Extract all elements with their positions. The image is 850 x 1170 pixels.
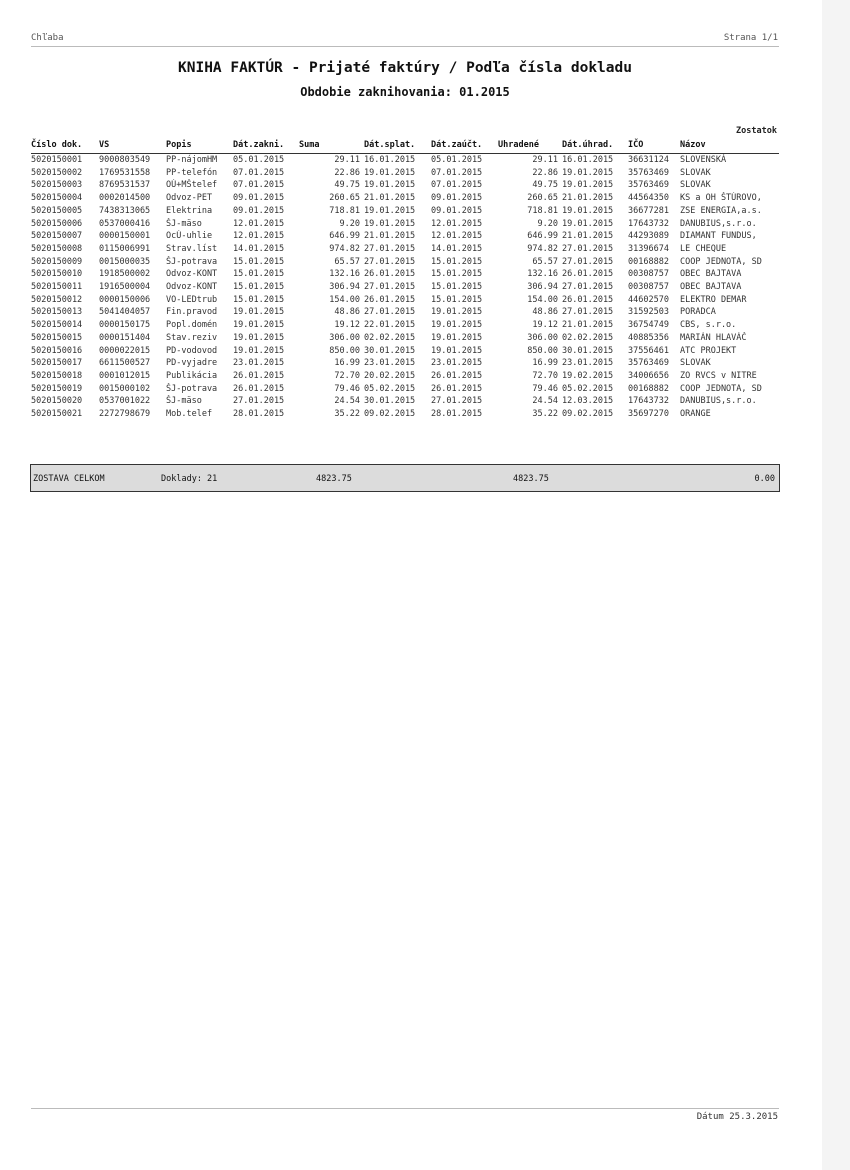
cell-dat-zakni: 15.01.2015: [233, 294, 285, 305]
cell-dat-zauct: 12.01.2015: [431, 218, 483, 229]
table-row: [31, 218, 779, 231]
cell-suma: 65.57: [334, 256, 360, 267]
cell-popis: ŠJ-potrava: [166, 383, 218, 394]
column-header-dat-zakni: Dát.zakni.: [233, 138, 299, 154]
cell-ico: 00308757: [628, 269, 669, 280]
cell-popis: Publikácia: [166, 370, 218, 381]
cell-dat-splat: 30.01.2015: [364, 345, 416, 356]
cell-cislo-dok: 5020150020: [31, 396, 83, 407]
cell-cislo-dok: 5020150019: [31, 383, 83, 394]
cell-cislo-dok: 5020150011: [31, 282, 83, 293]
column-header-suma: Suma: [299, 138, 364, 154]
cell-dat-zakni: 15.01.2015: [233, 256, 285, 267]
cell-uhradene: 19.12: [532, 320, 558, 331]
cell-popis: Odvoz-KONT: [166, 282, 218, 293]
cell-suma: 16.99: [334, 358, 360, 369]
cell-popis: Elektrina: [166, 205, 213, 216]
cell-dat-uhrad: 27.01.2015: [562, 243, 614, 254]
cell-nazov: SLOVENSKÁ: [680, 155, 727, 165]
cell-dat-uhrad: 02.02.2015: [562, 332, 614, 343]
cell-vs: 0000150001: [99, 231, 151, 242]
cell-dat-splat: 09.02.2015: [364, 409, 416, 420]
cell-ico: 31396674: [628, 243, 669, 254]
cell-dat-zakni: 27.01.2015: [233, 396, 285, 407]
cell-popis: ŠJ-potrava: [166, 256, 218, 267]
cell-dat-zauct: 19.01.2015: [431, 332, 483, 343]
cell-dat-zakni: 26.01.2015: [233, 383, 285, 394]
column-header-dat-splat: Dát.splat.: [364, 138, 431, 154]
cell-ico: 40885356: [628, 332, 669, 343]
cell-dat-zakni: 15.01.2015: [233, 269, 285, 280]
cell-dat-splat: 27.01.2015: [364, 307, 416, 318]
cell-nazov: OBEC BAJTAVA: [680, 282, 742, 293]
cell-dat-splat: 19.01.2015: [364, 167, 416, 178]
cell-nazov: ORANGE: [680, 409, 711, 420]
total-suma: 4823.75: [316, 474, 352, 484]
cell-uhradene: 154.00: [527, 294, 558, 305]
cell-nazov: CBS, s.r.o.: [680, 320, 737, 331]
column-header-dat-zauct: Dát.zaúčt.: [431, 138, 498, 154]
cell-uhradene: 29.11: [532, 155, 558, 165]
cell-dat-uhrad: 16.01.2015: [562, 155, 614, 165]
footer-divider: [31, 1108, 779, 1109]
cell-suma: 19.12: [334, 320, 360, 331]
cell-popis: PP-telefón: [166, 167, 218, 178]
cell-popis: Mob.telef: [166, 409, 213, 420]
cell-dat-splat: 16.01.2015: [364, 155, 416, 165]
cell-dat-uhrad: 05.02.2015: [562, 383, 614, 394]
cell-dat-zauct: 23.01.2015: [431, 358, 483, 369]
cell-uhradene: 24.54: [532, 396, 558, 407]
cell-dat-zakni: 07.01.2015: [233, 167, 285, 178]
table-row: [31, 357, 779, 370]
cell-ico: 35697270: [628, 409, 669, 420]
cell-suma: 9.20: [339, 218, 360, 229]
cell-popis: Popl.domén: [166, 320, 218, 331]
cell-dat-uhrad: 09.02.2015: [562, 409, 614, 420]
cell-cislo-dok: 5020150018: [31, 370, 83, 381]
cell-dat-zauct: 19.01.2015: [431, 320, 483, 331]
cell-dat-splat: 20.02.2015: [364, 370, 416, 381]
cell-dat-splat: 21.01.2015: [364, 231, 416, 242]
cell-dat-zauct: 09.01.2015: [431, 205, 483, 216]
column-header-dat-uhrad: Dát.úhrad.: [562, 138, 628, 154]
cell-uhradene: 718.81: [527, 205, 558, 216]
cell-dat-zauct: 26.01.2015: [431, 383, 483, 394]
cell-cislo-dok: 5020150015: [31, 332, 83, 343]
cell-ico: 00168882: [628, 383, 669, 394]
cell-dat-uhrad: 21.01.2015: [562, 231, 614, 242]
cell-vs: 0537000416: [99, 218, 151, 229]
cell-popis: Strav.líst: [166, 243, 218, 254]
table-row: [31, 408, 779, 421]
cell-cislo-dok: 5020150002: [31, 167, 83, 178]
table-row: [31, 332, 779, 345]
cell-ico: 31592503: [628, 307, 669, 318]
cell-nazov: SLOVAK: [680, 358, 711, 369]
cell-ico: 17643732: [628, 218, 669, 229]
cell-popis: OÚ+MŠtelef: [166, 180, 218, 191]
cell-vs: 0001012015: [99, 370, 151, 381]
cell-dat-uhrad: 19.02.2015: [562, 370, 614, 381]
table-row: [31, 243, 779, 256]
cell-suma: 24.54: [334, 396, 360, 407]
cell-dat-splat: 21.01.2015: [364, 193, 416, 204]
cell-cislo-dok: 5020150003: [31, 180, 83, 191]
cell-dat-splat: 27.01.2015: [364, 256, 416, 267]
cell-uhradene: 16.99: [532, 358, 558, 369]
cell-uhradene: 49.75: [532, 180, 558, 191]
cell-nazov: ELEKTRO DEMAR: [680, 294, 747, 305]
cell-dat-zakni: 09.01.2015: [233, 205, 285, 216]
cell-dat-zauct: 15.01.2015: [431, 256, 483, 267]
cell-nazov: ZSE ENERGIA,a.s.: [680, 205, 762, 216]
header-organization: Chľaba: [31, 33, 64, 43]
cell-suma: 260.65: [329, 193, 360, 204]
cell-vs: 0000022015: [99, 345, 151, 356]
cell-uhradene: 260.65: [527, 193, 558, 204]
cell-dat-splat: 05.02.2015: [364, 383, 416, 394]
cell-cislo-dok: 5020150007: [31, 231, 83, 242]
cell-nazov: DIAMANT FUNDUS,: [680, 231, 757, 242]
cell-cislo-dok: 5020150013: [31, 307, 83, 318]
cell-dat-zauct: 19.01.2015: [431, 345, 483, 356]
cell-suma: 306.00: [329, 332, 360, 343]
cell-cislo-dok: 5020150001: [31, 155, 83, 165]
cell-uhradene: 306.94: [527, 282, 558, 293]
cell-dat-zauct: 07.01.2015: [431, 180, 483, 191]
cell-dat-splat: 19.01.2015: [364, 180, 416, 191]
cell-dat-uhrad: 21.01.2015: [562, 320, 614, 331]
table-row: [31, 230, 779, 243]
cell-suma: 154.00: [329, 294, 360, 305]
cell-vs: 0000150006: [99, 294, 151, 305]
cell-nazov: KS a OH ŠTÚROVO,: [680, 193, 762, 204]
cell-dat-zakni: 19.01.2015: [233, 307, 285, 318]
cell-cislo-dok: 5020150017: [31, 358, 83, 369]
cell-uhradene: 646.99: [527, 231, 558, 242]
cell-uhradene: 974.82: [527, 243, 558, 254]
table-row: [31, 167, 779, 180]
cell-vs: 6611500527: [99, 358, 151, 369]
column-header-popis: Popis: [166, 138, 233, 154]
cell-cislo-dok: 5020150010: [31, 269, 83, 280]
cell-vs: 8769531537: [99, 180, 151, 191]
cell-dat-splat: 19.01.2015: [364, 205, 416, 216]
cell-suma: 29.11: [334, 155, 360, 165]
total-uhradene: 4823.75: [513, 474, 549, 484]
cell-dat-uhrad: 23.01.2015: [562, 358, 614, 369]
cell-cislo-dok: 5020150021: [31, 409, 83, 420]
cell-suma: 72.70: [334, 370, 360, 381]
table-row: [31, 179, 779, 192]
cell-vs: 2272798679: [99, 409, 151, 420]
cell-dat-zauct: 09.01.2015: [431, 193, 483, 204]
cell-uhradene: 72.70: [532, 370, 558, 381]
column-header-uhradene: Uhradené: [498, 138, 562, 154]
cell-nazov: ATC PROJEKT: [680, 345, 737, 356]
cell-dat-uhrad: 21.01.2015: [562, 193, 614, 204]
cell-dat-zakni: 26.01.2015: [233, 370, 285, 381]
table-row: [31, 294, 779, 307]
cell-dat-zakni: 07.01.2015: [233, 180, 285, 191]
cell-uhradene: 132.16: [527, 269, 558, 280]
cell-dat-zauct: 07.01.2015: [431, 167, 483, 178]
table-row: [31, 306, 779, 319]
cell-nazov: PORADCA: [680, 307, 716, 318]
invoice-table: [31, 138, 779, 421]
cell-dat-uhrad: 19.01.2015: [562, 205, 614, 216]
cell-dat-zakni: 23.01.2015: [233, 358, 285, 369]
total-label: ZOSTAVA CELKOM: [33, 474, 105, 484]
cell-dat-uhrad: 27.01.2015: [562, 282, 614, 293]
cell-cislo-dok: 5020150005: [31, 205, 83, 216]
cell-vs: 0000151404: [99, 332, 151, 343]
cell-ico: 36754749: [628, 320, 669, 331]
cell-suma: 850.00: [329, 345, 360, 356]
cell-uhradene: 22.86: [532, 167, 558, 178]
cell-ico: 44564350: [628, 193, 669, 204]
cell-dat-splat: 23.01.2015: [364, 358, 416, 369]
cell-suma: 132.16: [329, 269, 360, 280]
table-row: [31, 256, 779, 269]
zostatok-column-label: Zostatok: [736, 126, 777, 136]
cell-dat-zakni: 05.01.2015: [233, 155, 285, 165]
cell-nazov: DANUBIUS,s.r.o.: [680, 218, 757, 229]
cell-suma: 306.94: [329, 282, 360, 293]
table-row: [31, 395, 779, 408]
cell-dat-zauct: 05.01.2015: [431, 155, 483, 165]
column-header-ico: IČO: [628, 138, 680, 154]
cell-popis: VO-LEDtrub: [166, 294, 218, 305]
cell-dat-splat: 27.01.2015: [364, 243, 416, 254]
total-doklady-count: Doklady: 21: [161, 474, 218, 484]
cell-vs: 0000150175: [99, 320, 151, 331]
cell-dat-zakni: 28.01.2015: [233, 409, 285, 420]
cell-dat-uhrad: 30.01.2015: [562, 345, 614, 356]
cell-suma: 646.99: [329, 231, 360, 242]
cell-popis: ŠJ-mäso: [166, 218, 202, 229]
total-zostatok: 0.00: [754, 474, 775, 484]
cell-dat-uhrad: 27.01.2015: [562, 256, 614, 267]
cell-dat-zakni: 19.01.2015: [233, 345, 285, 356]
cell-vs: 0115006991: [99, 243, 151, 254]
cell-vs: 9000803549: [99, 155, 151, 165]
cell-ico: 17643732: [628, 396, 669, 407]
cell-dat-splat: 22.01.2015: [364, 320, 416, 331]
cell-cislo-dok: 5020150016: [31, 345, 83, 356]
cell-ico: 34006656: [628, 370, 669, 381]
cell-ico: 00308757: [628, 282, 669, 293]
cell-dat-splat: 30.01.2015: [364, 396, 416, 407]
cell-dat-uhrad: 12.03.2015: [562, 396, 614, 407]
cell-popis: Fin.pravod: [166, 307, 218, 318]
cell-dat-zauct: 19.01.2015: [431, 307, 483, 318]
cell-suma: 35.22: [334, 409, 360, 420]
cell-popis: PP-nájomHM: [166, 155, 218, 165]
cell-dat-zauct: 15.01.2015: [431, 282, 483, 293]
cell-dat-zakni: 09.01.2015: [233, 193, 285, 204]
cell-suma: 48.86: [334, 307, 360, 318]
cell-dat-splat: 19.01.2015: [364, 218, 416, 229]
cell-suma: 49.75: [334, 180, 360, 191]
cell-dat-zauct: 27.01.2015: [431, 396, 483, 407]
total-summary-box: [30, 464, 780, 492]
header-divider: [31, 46, 779, 47]
cell-vs: 1918500002: [99, 269, 151, 280]
cell-dat-uhrad: 19.01.2015: [562, 180, 614, 191]
table-row: [31, 370, 779, 383]
table-row: [31, 345, 779, 358]
cell-vs: 5041404057: [99, 307, 151, 318]
cell-popis: Odvoz-PET: [166, 193, 213, 204]
header-page-number: Strana 1/1: [723, 33, 778, 43]
cell-suma: 974.82: [329, 243, 360, 254]
table-row: [31, 281, 779, 294]
cell-ico: 37556461: [628, 345, 669, 356]
column-header-vs: VS: [99, 138, 166, 154]
cell-suma: 22.86: [334, 167, 360, 178]
cell-vs: 0537001022: [99, 396, 151, 407]
cell-ico: 35763469: [628, 358, 669, 369]
cell-nazov: DANUBIUS,s.r.o.: [680, 396, 757, 407]
cell-vs: 0015000102: [99, 383, 151, 394]
cell-uhradene: 65.57: [532, 256, 558, 267]
cell-vs: 0002014500: [99, 193, 151, 204]
cell-dat-uhrad: 19.01.2015: [562, 218, 614, 229]
cell-dat-uhrad: 27.01.2015: [562, 307, 614, 318]
cell-nazov: COOP JEDNOTA, SD: [680, 256, 762, 267]
cell-popis: PD-vyjadre: [166, 358, 218, 369]
cell-cislo-dok: 5020150012: [31, 294, 83, 305]
cell-cislo-dok: 5020150008: [31, 243, 83, 254]
column-header-cislo-dok: Číslo dok.: [31, 138, 99, 154]
cell-cislo-dok: 5020150009: [31, 256, 83, 267]
cell-suma: 79.46: [334, 383, 360, 394]
cell-ico: 00168882: [628, 256, 669, 267]
cell-ico: 35763469: [628, 167, 669, 178]
document-title: KNIHA FAKTÚR - Prijaté faktúry / Podľa čísla dokladu: [178, 60, 632, 76]
cell-nazov: OBEC BAJTAVA: [680, 269, 742, 280]
table-row: [31, 154, 779, 167]
cell-nazov: SLOVAK: [680, 180, 711, 191]
cell-ico: 44293089: [628, 231, 669, 242]
cell-vs: 7438313065: [99, 205, 151, 216]
cell-uhradene: 35.22: [532, 409, 558, 420]
cell-dat-uhrad: 26.01.2015: [562, 294, 614, 305]
table-header-row: [31, 138, 779, 154]
cell-uhradene: 9.20: [537, 218, 558, 229]
cell-dat-zauct: 28.01.2015: [431, 409, 483, 420]
cell-dat-splat: 27.01.2015: [364, 282, 416, 293]
table-body: [31, 154, 779, 421]
cell-ico: 36677281: [628, 205, 669, 216]
cell-popis: Odvoz-KONT: [166, 269, 218, 280]
cell-dat-zauct: 15.01.2015: [431, 294, 483, 305]
cell-dat-uhrad: 19.01.2015: [562, 167, 614, 178]
document-subtitle: Obdobie zaknihovania: 01.2015: [300, 85, 510, 99]
cell-cislo-dok: 5020150004: [31, 193, 83, 204]
cell-dat-zakni: 19.01.2015: [233, 320, 285, 331]
cell-vs: 1769531558: [99, 167, 151, 178]
cell-popis: PD-vodovod: [166, 345, 218, 356]
cell-dat-zauct: 12.01.2015: [431, 231, 483, 242]
cell-dat-zakni: 12.01.2015: [233, 231, 285, 242]
cell-nazov: MARIÁN HLAVÁČ: [680, 332, 747, 343]
cell-dat-zauct: 14.01.2015: [431, 243, 483, 254]
cell-dat-uhrad: 26.01.2015: [562, 269, 614, 280]
cell-dat-zakni: 15.01.2015: [233, 282, 285, 293]
cell-ico: 44602570: [628, 294, 669, 305]
cell-popis: OcÚ-uhlie: [166, 231, 213, 242]
cell-uhradene: 306.00: [527, 332, 558, 343]
column-header-nazov: Názov: [680, 138, 779, 154]
cell-dat-zakni: 12.01.2015: [233, 218, 285, 229]
cell-cislo-dok: 5020150006: [31, 218, 83, 229]
table-row: [31, 319, 779, 332]
cell-dat-zakni: 14.01.2015: [233, 243, 285, 254]
footer-date: Dátum 25.3.2015: [696, 1112, 778, 1122]
cell-cislo-dok: 5020150014: [31, 320, 83, 331]
cell-nazov: ZO RVCS v NITRE: [680, 370, 757, 381]
cell-dat-splat: 02.02.2015: [364, 332, 416, 343]
cell-nazov: LE CHEQUE: [680, 243, 727, 254]
cell-popis: ŠJ-mäso: [166, 396, 202, 407]
cell-dat-zauct: 26.01.2015: [431, 370, 483, 381]
cell-uhradene: 48.86: [532, 307, 558, 318]
cell-dat-splat: 26.01.2015: [364, 269, 416, 280]
cell-popis: Stav.reziv: [166, 332, 218, 343]
cell-nazov: SLOVAK: [680, 167, 711, 178]
cell-dat-zakni: 19.01.2015: [233, 332, 285, 343]
table-row: [31, 268, 779, 281]
cell-ico: 36631124: [628, 155, 669, 165]
cell-suma: 718.81: [329, 205, 360, 216]
table-row: [31, 205, 779, 218]
cell-vs: 1916500004: [99, 282, 151, 293]
cell-ico: 35763469: [628, 180, 669, 191]
table-row: [31, 383, 779, 396]
cell-uhradene: 79.46: [532, 383, 558, 394]
cell-dat-zauct: 15.01.2015: [431, 269, 483, 280]
cell-nazov: COOP JEDNOTA, SD: [680, 383, 762, 394]
cell-dat-splat: 26.01.2015: [364, 294, 416, 305]
table-row: [31, 192, 779, 205]
cell-uhradene: 850.00: [527, 345, 558, 356]
cell-vs: 0015000035: [99, 256, 151, 267]
